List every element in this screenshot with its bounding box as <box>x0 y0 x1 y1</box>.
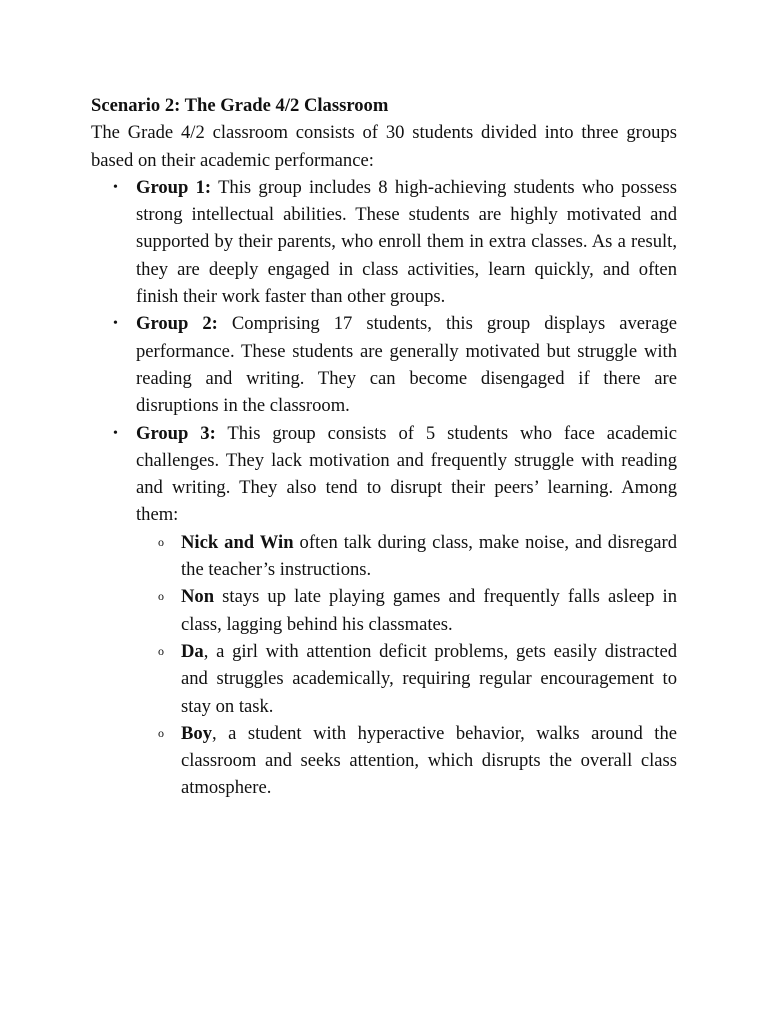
group-label: Group 2: <box>136 313 218 335</box>
hollow-circle-bullet-icon: o <box>158 589 164 604</box>
document-page <box>91 92 677 802</box>
group-item-3 <box>113 420 678 802</box>
student-description: , a girl with attention deficit problems, gets easily distracted and struggles academically, requiring regular encouragement to stay on task. <box>181 640 677 717</box>
student-list <box>136 529 677 802</box>
scenario-heading: Scenario 2: The Grade 4/2 Classroom <box>91 95 389 116</box>
group-description: Comprising 17 students, this group displays average performance. These students are generally motivated but struggle with reading and writing. They can become disengaged if there are disruptions in the classroom. <box>136 313 678 417</box>
group-label: Group 1: <box>136 176 212 198</box>
student-description: stays up late playing games and frequently falls asleep in class, lagging behind his classmates. <box>181 586 677 635</box>
intro-paragraph: The Grade 4/2 classroom consists of 30 students divided into three groups based on their academic performance: <box>91 122 677 171</box>
hollow-circle-bullet-icon: o <box>158 643 164 658</box>
group-item-1 <box>113 174 677 310</box>
bullet-icon: • <box>113 425 118 441</box>
student-item-non <box>158 583 677 638</box>
student-description: often talk during class, make noise, and disregard the teacher’s instructions. <box>181 531 677 581</box>
student-name: Boy <box>181 722 212 744</box>
bullet-icon: • <box>113 179 118 195</box>
group-label: Group 3: <box>136 422 216 444</box>
hollow-circle-bullet-icon: o <box>158 534 164 549</box>
student-name: Da <box>181 640 204 662</box>
student-item-da <box>158 638 677 720</box>
student-description: , a student with hyperactive behavior, walks around the classroom and seeks attention, which disrupts the overall class atmosphere. <box>181 722 677 799</box>
group-list <box>91 174 677 802</box>
group-description: This group consists of 5 students who face academic challenges. They lack motivation and frequently struggle with reading and writing. They also tend to disrupt their peers’ learning. Among them: <box>136 422 678 526</box>
student-item-boy <box>158 720 677 802</box>
bullet-icon: • <box>113 316 118 332</box>
group-item-2 <box>113 310 678 419</box>
student-name: Nick and Win <box>181 531 294 553</box>
student-name: Non <box>181 586 215 608</box>
group-description: This group includes 8 high-achieving students who possess strong intellectual abilities. These students are highly motivated and supported by their parents, who enroll them in extra classes. As a result, they are deeply engaged in class activities, learn quickly, and often finish their work faster than other groups. <box>136 176 677 308</box>
hollow-circle-bullet-icon: o <box>158 725 164 740</box>
student-item-nick-win <box>158 529 677 584</box>
